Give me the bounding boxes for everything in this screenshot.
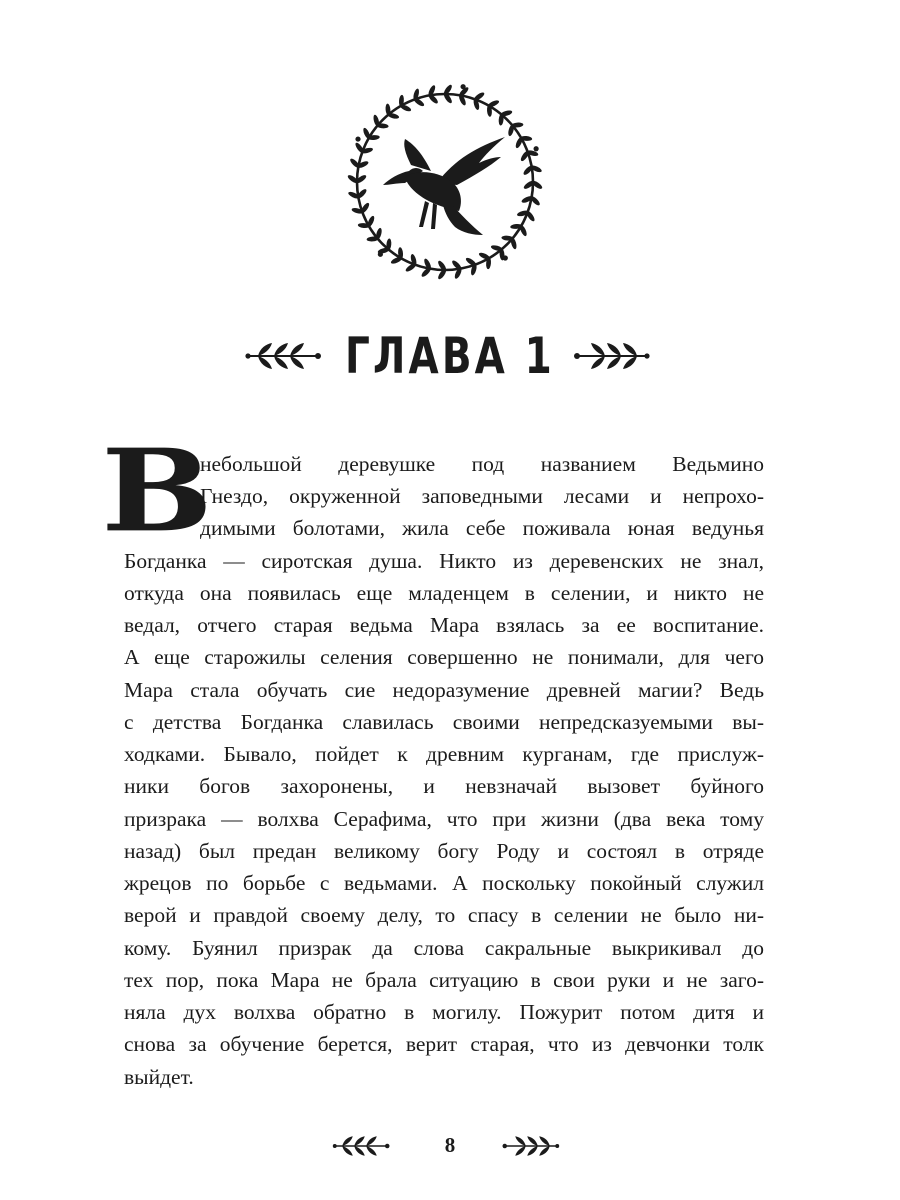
ornament-sprig-right-icon <box>496 1134 566 1158</box>
raven-wreath-icon <box>345 85 545 280</box>
text-line: тех пор, пока Мара не брала ситуацию в свои руки и не заго- <box>124 968 764 992</box>
drop-cap-letter: В <box>101 424 213 559</box>
text-line: жрецов по борьбе с ведьмами. А поскольку покойный служил <box>124 871 764 895</box>
ornament-sprig-right-icon <box>573 340 651 372</box>
drop-cap <box>101 424 213 559</box>
text-line: ходками. Бывало, пойдет к древним курганам, где прислуж- <box>124 742 764 766</box>
page-footer <box>0 1128 900 1162</box>
wreath-berry <box>378 252 383 257</box>
text-line: выйдет. <box>124 1065 194 1089</box>
ornament-sprig-left-icon <box>244 340 322 372</box>
chapter-heading <box>0 320 900 392</box>
text-line: верой и правдой своему делу, то спасу в селении не было ни- <box>124 903 764 927</box>
ornament-sprig-left-icon <box>326 1134 396 1158</box>
text-line: кому. Буянил призрак да слова сакральные выкрикивал до <box>124 936 764 960</box>
wreath-berry <box>355 136 360 141</box>
text-line: Богданка — сиротская душа. Никто из деревенских не знал, <box>124 549 764 573</box>
chapter-title: ГЛАВА 1 <box>345 327 555 385</box>
text-line: призрака — волхва Серафима, что при жизни (два века тому <box>124 807 764 831</box>
wreath-berry <box>534 146 539 151</box>
text-line: с детства Богданка славилась своими непредсказуемыми вы- <box>124 710 764 734</box>
wreath-berry <box>503 255 508 260</box>
text-line: назад) был предан великому богу Роду и состоял в отряде <box>124 839 764 863</box>
text-line: А еще старожилы селения совершенно не понимали, для чего <box>124 645 764 669</box>
text-line: ники богов захоронены, и невзначай вызовет буйного <box>124 774 764 798</box>
page-number: 8 <box>444 1133 456 1157</box>
text-line: ведал, отчего старая ведьма Мара взялась за ее воспитание. <box>124 613 764 637</box>
text-line: небольшой деревушке под названием Ведьмино <box>200 452 764 476</box>
raven-icon <box>383 137 505 235</box>
text-line: Гнездо, окруженной заповедными лесами и непрохо- <box>200 484 764 508</box>
text-line: откуда она появилась еще младенцем в селении, и никто не <box>124 581 764 605</box>
wreath-berry <box>460 84 465 89</box>
text-line: Мара стала обучать сие недоразумение древней магии? Ведь <box>124 678 764 702</box>
text-line: няла дух волхва обратно в могилу. Пожурит потом дитя и <box>124 1000 764 1024</box>
text-line: снова за обучение берется, верит старая, что из девчонки толк <box>124 1032 764 1056</box>
text-line: димыми болотами, жила себе поживала юная ведунья <box>200 516 764 540</box>
